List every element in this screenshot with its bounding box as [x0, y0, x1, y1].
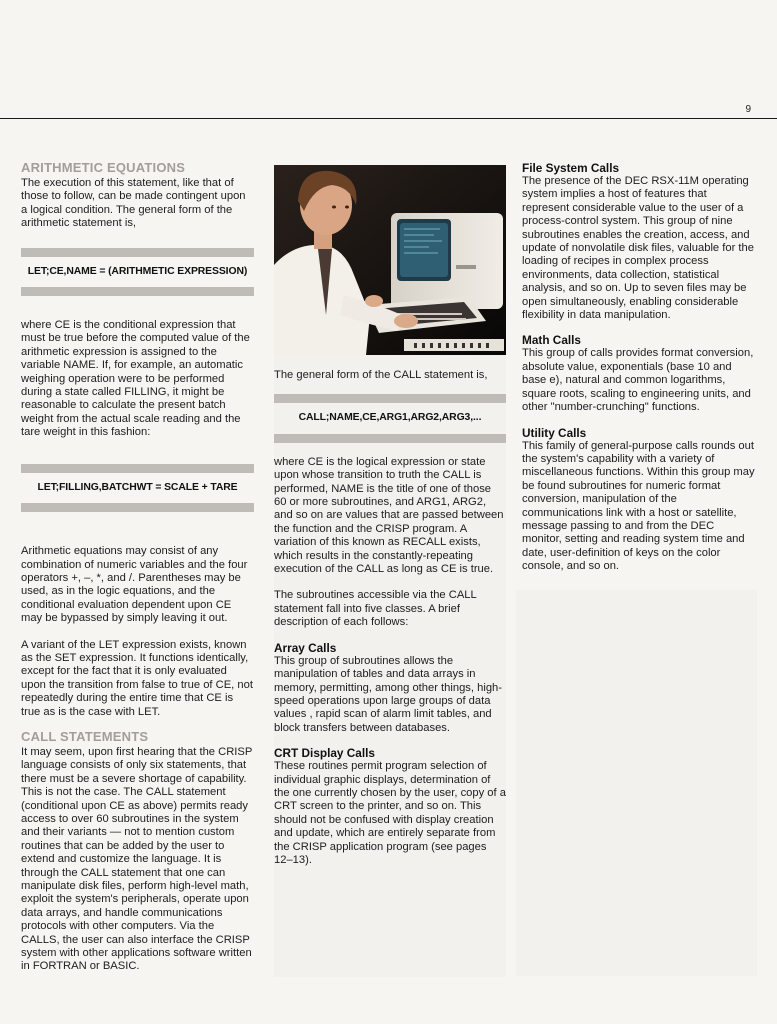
- call-explanation-paragraph: where CE is the logical expression or state upon whose transition to truth the CALL is performed, NAME is the title of one of those 60 or more subroutines, and ARG1, ARG2, and so on are values that are passed between the function and the CRISP program. A variation of this known as RECALL exists, which results in the constantly-repeating execution of the CALL as long as CE is true.: [274, 455, 504, 576]
- utility-calls-paragraph: This family of general-purpose calls rounds out the system's capability with a variety of miscellaneous functions. Within this group may be found subroutines for numeric format conversion, manipulation of the communications link with a host or satellite, message passing to and from the DEC monitor, setting and reading system time and date, user-definition of keys on the color console, and so on.: [522, 439, 755, 573]
- header-rule: [0, 118, 777, 119]
- heading-arithmetic-equations: ARITHMETIC EQUATIONS: [21, 160, 186, 175]
- call-general-form-paragraph: The general form of the CALL statement is,: [274, 369, 488, 381]
- file-system-calls-paragraph: The presence of the DEC RSX-11M operating system implies a host of features that represent considerable value to the user of a process-control system. This group of nine subroutines enables the creation, access, and update of nonvolatile disk files, valuable for the loading of recipes in complex process environments, data collection, statistical analysis, and so on. Up to seven files may be open simultaneously, enabling considerable flexibility in data manipulation.: [522, 175, 754, 322]
- code-band-top: [274, 394, 506, 403]
- code-let-filling: LET;FILLING,BATCHWT = SCALE + TARE: [37, 481, 238, 493]
- photo-man-at-terminal: [274, 165, 506, 355]
- subhead-math-calls: Math Calls: [522, 333, 581, 348]
- crt-display-calls-paragraph: These routines permit program selection of individual graphic displays, determination of the one currently chosen by the user, copy of a CRT screen to the printer, and so on. This should not be confused with display creation and update, which are entirely separate from the CRISP application program (see pages 12–13).: [274, 760, 506, 866]
- right-column: [522, 161, 757, 574]
- code-box-call: [274, 394, 506, 442]
- left-column: [21, 160, 254, 974]
- arith-operators-paragraph: Arithmetic equations may consist of any combination of numeric variables and the four operators +, –, *, and /. Parentheses may be used, as in the logic equations, and the conditional evaluation dependent upon CE may be bypassed by simply leaving it out.: [21, 545, 248, 625]
- code-band-bottom: [21, 287, 254, 296]
- subroutine-classes-paragraph: The subroutines accessible via the CALL statement fall into five classes. A brief description of each follows:: [274, 589, 477, 629]
- page-number: 9: [745, 104, 751, 115]
- set-expression-paragraph: A variant of the LET expression exists, known as the SET expression. It functions identically, except for the fact that it is only evaluated upon the transition from false to true of CE, not repeatedly during the entire time that CE is true as is the case with LET.: [21, 638, 253, 718]
- middle-column: [274, 160, 506, 867]
- math-calls-paragraph: This group of calls provides format conversion, absolute value, exponentials (base 10 and base e), natural and common logarithms, square roots, scaling to engineering units, and other "number-crunching" functions.: [522, 347, 754, 414]
- subhead-file-system-calls: File System Calls: [522, 161, 620, 175]
- code-let-arithmetic: LET;CE,NAME = (ARITHMETIC EXPRESSION): [27, 265, 248, 277]
- code-band-bottom: [274, 434, 506, 443]
- code-box-let-arith: [21, 248, 254, 296]
- arith-intro-paragraph: The execution of this statement, like that of those to follow, can be made contingent upon a logical condition. The general form of the arithmetic statement is,: [21, 177, 246, 230]
- call-statements-paragraph: It may seem, upon first hearing that the CRISP language consists of only six statements, that there must be a severe shortage of capability. This is not the case. The CALL statement (conditional upon CE as above) permits ready access to over 60 subroutines in the system and their variants — not to mention custom routines that can be added by the user to extend and customize the language. It is through the CALL statement that one can manipulate disk files, perform high-level math, exploit the system's peripherals, operate upon data arrays, and handle communications protocols with other computers. Via the CALLS, the user can also interface the CRISP system with other applications software written in FORTRAN or BASIC.: [21, 745, 253, 973]
- code-box-let-filling: [21, 464, 254, 512]
- code-band-bottom: [21, 503, 254, 512]
- subhead-crt-display-calls: CRT Display Calls: [274, 746, 375, 761]
- code-call-statement: CALL;NAME,CE,ARG1,ARG2,ARG3,...: [298, 412, 482, 424]
- code-band-top: [21, 248, 254, 257]
- code-band-top: [21, 464, 254, 473]
- arith-explanation-paragraph: where CE is the conditional expression that must be true before the computed value of the arithmetic expression is assigned to the variable NAME. If, for example, an automatic weighing operation were to be performed during a state called FILLING, it might be reasonable to calculate the present batch weight from the actual scale reading and the tare weight in this fashion:: [21, 319, 250, 439]
- subhead-array-calls: Array Calls: [274, 640, 337, 655]
- subhead-utility-calls: Utility Calls: [522, 425, 587, 440]
- right-column-background: [516, 590, 757, 976]
- array-calls-paragraph: This group of subroutines allows the manipulation of tables and data arrays in memory, permitting, among other things, high-speed operations upon large groups of data values , rapid scan of alarm limit tables, and block transfers between databases.: [274, 654, 502, 734]
- heading-call-statements: CALL STATEMENTS: [21, 728, 149, 744]
- photo-illustration: [274, 165, 506, 355]
